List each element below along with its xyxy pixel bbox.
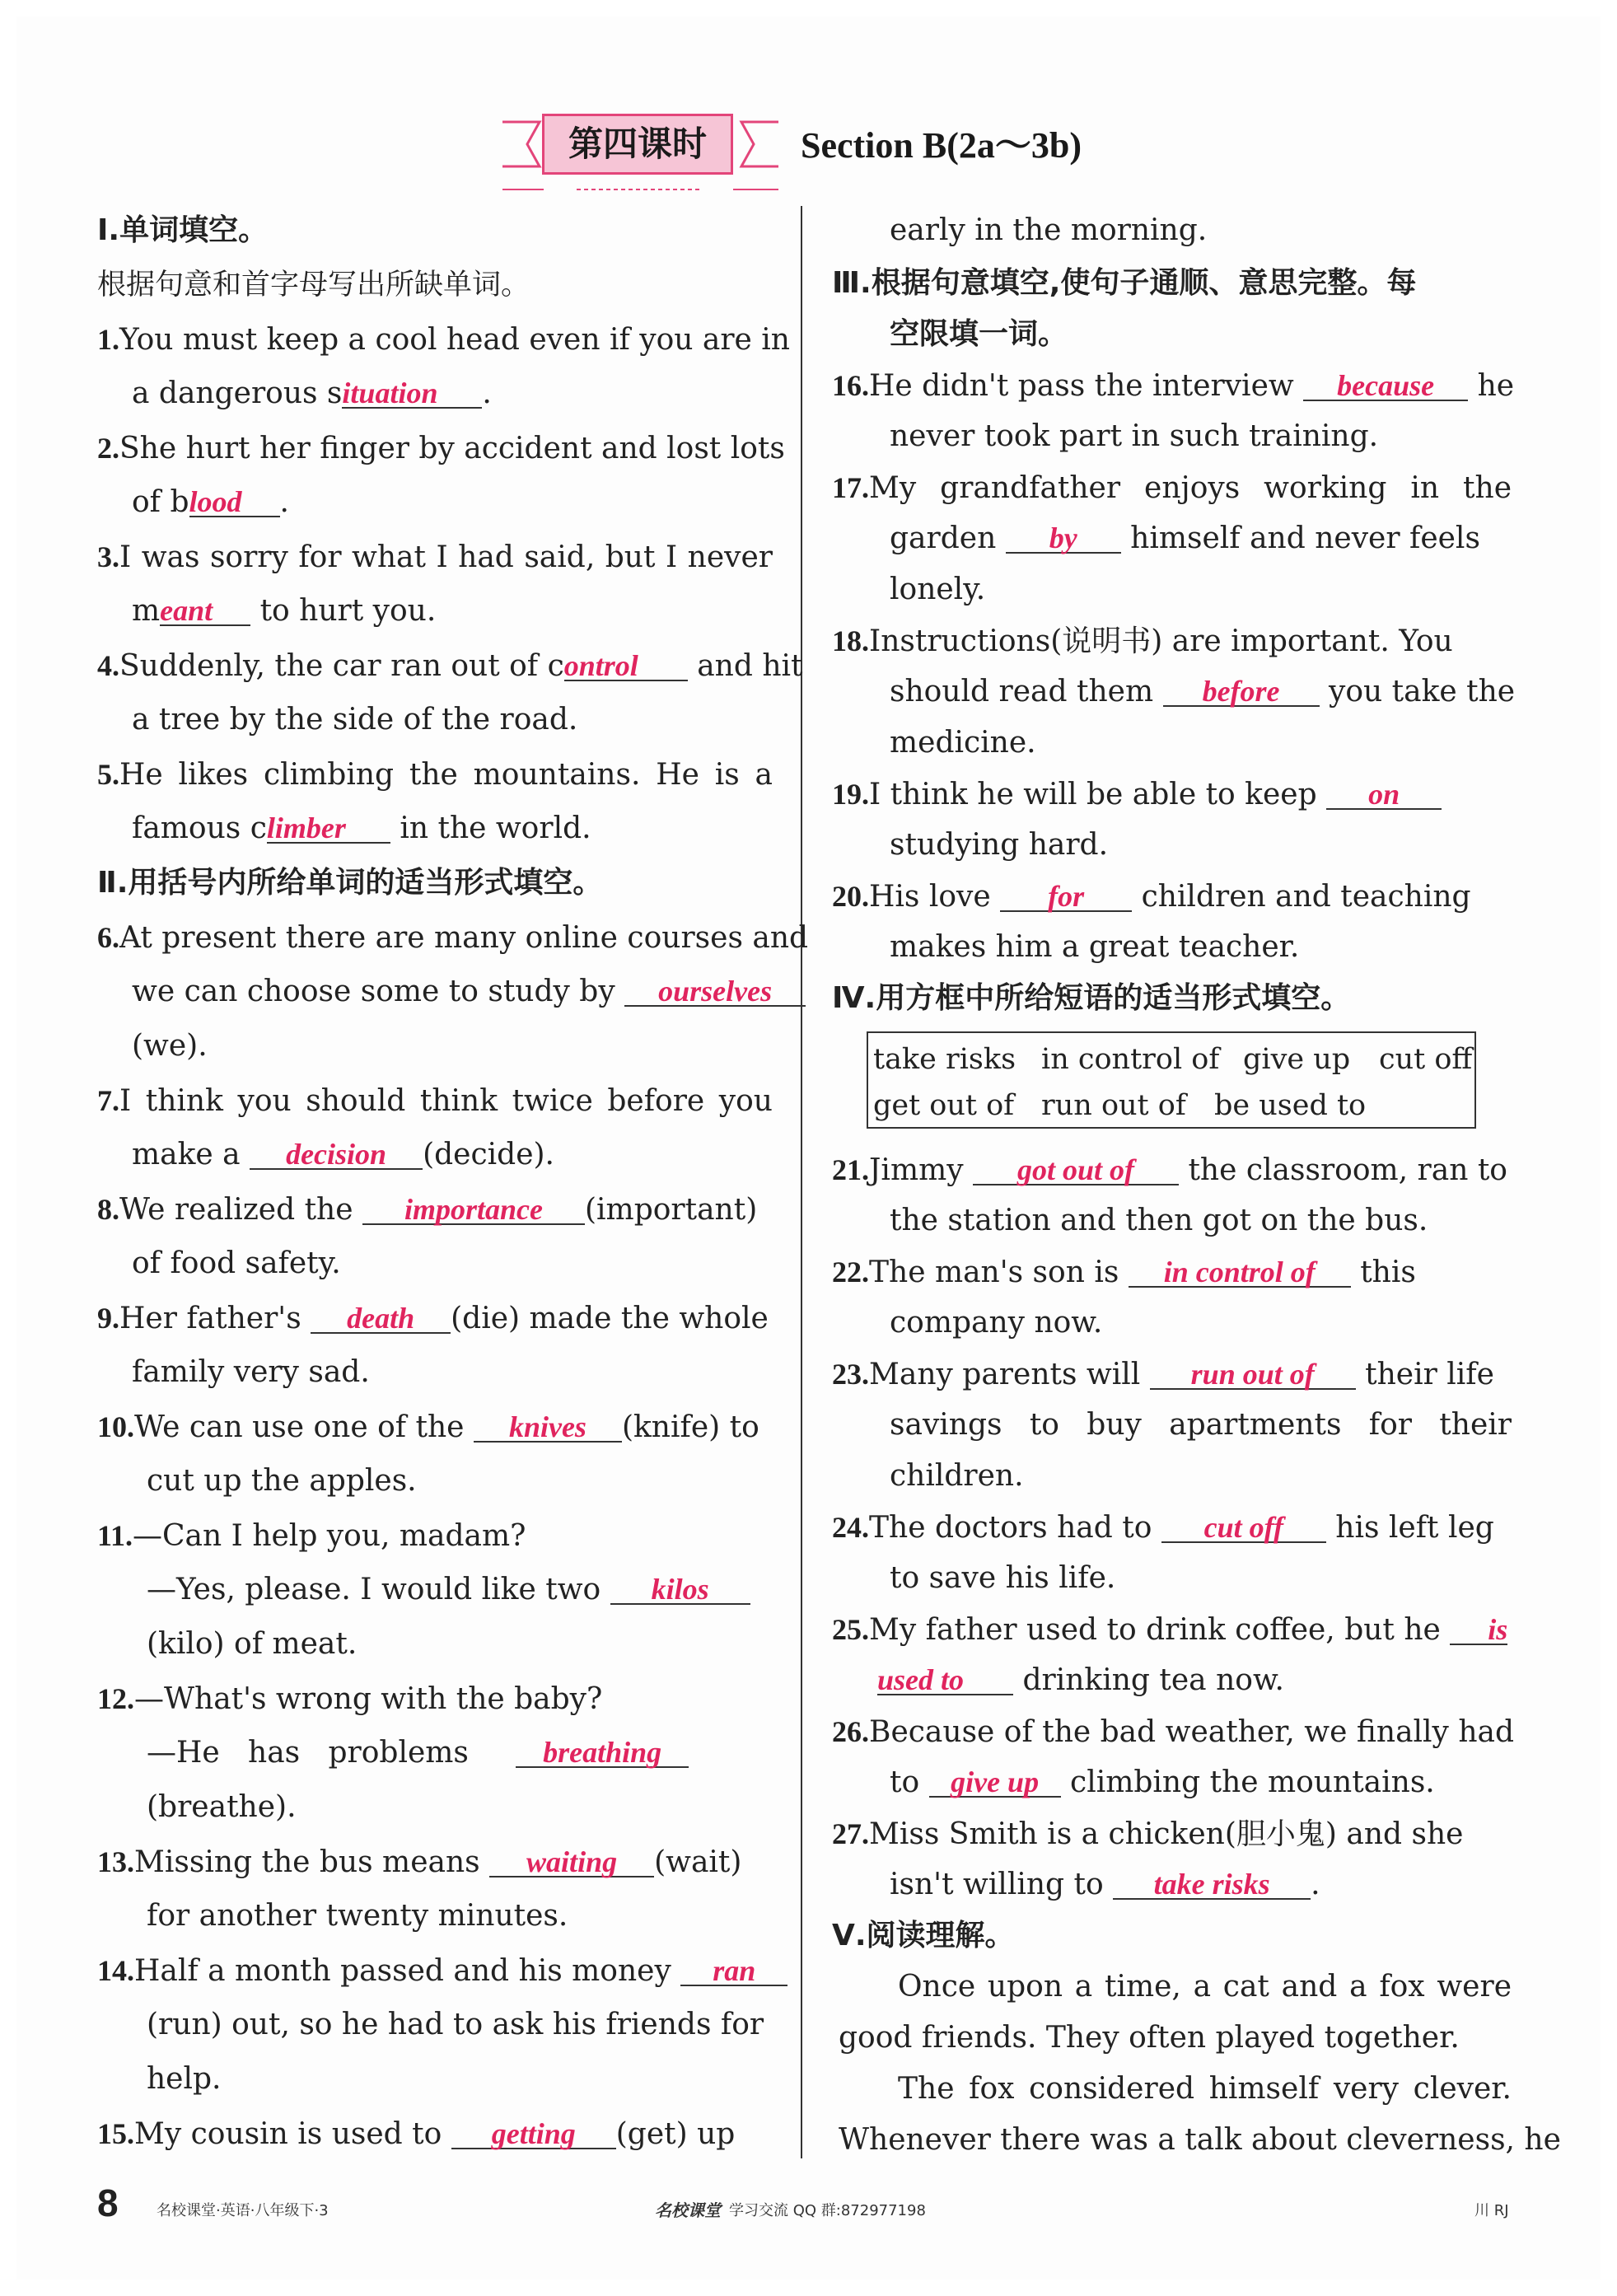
answer-18: before bbox=[1163, 677, 1320, 707]
answer-25-part2: used to bbox=[877, 1666, 1013, 1695]
answer-24: cut off bbox=[1161, 1513, 1326, 1543]
answer-13: waiting bbox=[489, 1848, 654, 1877]
item-8-line2: of food safety. bbox=[132, 1246, 341, 1280]
answer-2: lood bbox=[189, 488, 280, 517]
answer-6: ourselves bbox=[624, 977, 806, 1007]
item-6-line2: we can choose some to study by ourselves bbox=[132, 975, 806, 1008]
item-21-line2: the station and then got on the bus. bbox=[890, 1204, 1428, 1237]
item-11-line2: —Yes, please. I would like two kilos bbox=[147, 1574, 750, 1606]
item-27-line1: 27.Miss Smith is a chicken(胆小鬼) and she bbox=[832, 1817, 1464, 1851]
reading-p2-line1: The fox considered himself very clever. bbox=[898, 2072, 1512, 2106]
answer-26: give up bbox=[929, 1768, 1061, 1798]
phrase-run-out-of: run out of bbox=[1041, 1089, 1186, 1122]
section-title: Section B(2a～3b) bbox=[801, 125, 1082, 166]
reading-p1-line2: good friends. They often played together. bbox=[839, 2021, 1460, 2055]
answer-27: take risks bbox=[1113, 1870, 1311, 1900]
part5-heading: Ⅴ.阅读理解。 bbox=[832, 1919, 1015, 1952]
part3-heading-line2: 空限填一词。 bbox=[890, 317, 1068, 351]
answer-12: breathing bbox=[516, 1738, 689, 1768]
item-5-line1: 5.He likes climbing the mountains. He is a bbox=[97, 758, 773, 792]
footer-edition: 川 RJ bbox=[1474, 2202, 1509, 2219]
part3-heading-line1: Ⅲ.根据句意填空,使句子通顺、意思完整。每 bbox=[832, 266, 1417, 300]
item-14-line1: 14.Half a month passed and his money ran bbox=[97, 1954, 787, 1988]
answer-15: getting bbox=[451, 2120, 616, 2149]
answer-17: by bbox=[1006, 524, 1121, 554]
item-23-line1: 23.Many parents will run out of their life bbox=[832, 1358, 1494, 1391]
answer-14: ran bbox=[680, 1957, 787, 1986]
item-15-line1: 15.My cousin is used to getting (get) up bbox=[97, 2117, 736, 2151]
item-26-line1: 26.Because of the bad weather, we finally had bbox=[832, 1715, 1515, 1749]
item-2-line2: of blood . bbox=[132, 485, 289, 519]
item-17-line2: garden by himself and never feels bbox=[890, 521, 1480, 555]
item-11-line1: 11.—Can I help you, madam? bbox=[97, 1519, 526, 1553]
phrase-take-risks: take risks bbox=[873, 1043, 1016, 1076]
item-9-line1: 9.Her father's death (die) made the whole bbox=[97, 1302, 769, 1335]
phrase-get-out-of: get out of bbox=[873, 1089, 1015, 1122]
footer bbox=[0, 2181, 1617, 2224]
item-12-line2: —He has problems breathing bbox=[147, 1737, 689, 1770]
item-24-line1: 24.The doctors had to cut off his left leg bbox=[832, 1511, 1494, 1545]
answer-8: importance bbox=[362, 1195, 585, 1225]
answer-23: run out of bbox=[1150, 1360, 1356, 1390]
answer-11: kilos bbox=[610, 1575, 750, 1605]
item-14-line2: (run) out, so he had to ask his friends for bbox=[147, 2008, 764, 2041]
footer-qq-group: 学习交流 QQ 群:872977198 bbox=[729, 2202, 926, 2219]
item-3-line1: 3.I was sorry for what I had said, but I never bbox=[97, 540, 773, 574]
item-16-line1: 16.He didn't pass the interview because he bbox=[832, 369, 1515, 403]
item-13-line1: 13.Missing the bus means waiting (wait) bbox=[97, 1845, 742, 1879]
answer-21: got out of bbox=[973, 1156, 1179, 1185]
part1-heading: Ⅰ.单词填空。 bbox=[97, 213, 269, 247]
item-18-line1: 18.Instructions(说明书) are important. You bbox=[832, 624, 1453, 658]
item-24-line2: to save his life. bbox=[890, 1561, 1116, 1595]
answer-5: limber bbox=[267, 814, 390, 844]
item-2-line1: 2.She hurt her finger by accident and lost lots bbox=[97, 432, 785, 465]
answer-19: on bbox=[1326, 780, 1442, 810]
item-12-line1: 12.—What's wrong with the baby? bbox=[97, 1682, 603, 1716]
item-9-line2: family very sad. bbox=[132, 1355, 370, 1389]
item-18-line2: should read them before you take the bbox=[890, 675, 1516, 708]
item-1-line2: a dangerous situation . bbox=[132, 376, 492, 410]
page-number: 8 bbox=[97, 2181, 119, 2224]
answer-10: knives bbox=[474, 1413, 622, 1443]
item-3-line2: meant to hurt you. bbox=[132, 594, 437, 628]
phrase-cut-off: cut off bbox=[1379, 1043, 1473, 1076]
answer-9: death bbox=[311, 1304, 451, 1334]
item-10-line2: cut up the apples. bbox=[147, 1464, 417, 1498]
lesson-header bbox=[494, 107, 1236, 198]
item-12-line3: (breathe). bbox=[147, 1790, 297, 1824]
item-7-line2: make a decision (decide). bbox=[132, 1138, 554, 1171]
item-18-line3: medicine. bbox=[890, 726, 1036, 760]
item-25-line2: used to drinking tea now. bbox=[877, 1663, 1284, 1697]
phrase-box bbox=[867, 1031, 1476, 1129]
lesson-label: 第四课时 bbox=[542, 114, 733, 175]
answer-16: because bbox=[1303, 372, 1468, 401]
answer-4: ontrol bbox=[564, 652, 688, 681]
item-25-line1: 25.My father used to drink coffee, but he is bbox=[832, 1613, 1508, 1647]
part4-heading: Ⅳ.用方框中所给短语的适当形式填空。 bbox=[832, 981, 1351, 1015]
answer-7: decision bbox=[250, 1140, 423, 1170]
answer-3: eant bbox=[160, 596, 250, 626]
item-22-line1: 22.The man's son is in control of this bbox=[832, 1256, 1416, 1289]
footer-brand: 名校课堂 bbox=[655, 2200, 721, 2220]
item-19-line2: studying hard. bbox=[890, 828, 1109, 862]
item-13-line2: for another twenty minutes. bbox=[147, 1899, 568, 1933]
item-14-line3: help. bbox=[147, 2062, 222, 2096]
item-22-line2: company now. bbox=[890, 1306, 1103, 1340]
phrase-give-up: give up bbox=[1243, 1043, 1351, 1076]
item-6-line1: 6.At present there are many online courses and bbox=[97, 921, 809, 955]
item-11-line3: (kilo) of meat. bbox=[147, 1627, 358, 1661]
item-15-line2: early in the morning. bbox=[890, 213, 1208, 247]
item-23-line3: children. bbox=[890, 1459, 1024, 1493]
item-1-line1: 1.You must keep a cool head even if you are in bbox=[97, 323, 790, 357]
item-7-line1: 7.I think you should think twice before you bbox=[97, 1084, 773, 1118]
item-6-line3: (we). bbox=[132, 1029, 208, 1063]
item-26-line2: to give up climbing the mountains. bbox=[890, 1765, 1435, 1799]
answer-20: for bbox=[1000, 882, 1132, 912]
phrase-be-used-to: be used to bbox=[1214, 1089, 1367, 1122]
answer-1: ituation bbox=[342, 379, 482, 409]
footer-book-info: 名校课堂·英语·八年级下·3 bbox=[157, 2202, 329, 2219]
item-4-line2: a tree by the side of the road. bbox=[132, 703, 578, 736]
part2-heading: Ⅱ.用括号内所给单词的适当形式填空。 bbox=[97, 866, 603, 900]
item-17-line3: lonely. bbox=[890, 573, 986, 606]
phrase-in-control-of: in control of bbox=[1041, 1043, 1220, 1076]
item-23-line2: savings to buy apartments for their bbox=[890, 1408, 1512, 1442]
part1-instruction: 根据句意和首字母写出所缺单词。 bbox=[97, 269, 530, 302]
item-20-line2: makes him a great teacher. bbox=[890, 930, 1300, 964]
item-16-line2: never took part in such training. bbox=[890, 419, 1379, 453]
reading-p1-line1: Once upon a time, a cat and a fox were bbox=[898, 1970, 1512, 2004]
item-21-line1: 21.Jimmy got out of the classroom, ran to bbox=[832, 1153, 1507, 1187]
answer-22: in control of bbox=[1129, 1258, 1351, 1288]
item-17-line1: 17.My grandfather enjoys working in the bbox=[832, 471, 1512, 505]
item-10-line1: 10.We can use one of the knives (knife) to bbox=[97, 1410, 759, 1444]
item-8-line1: 8.We realized the importance (important) bbox=[97, 1193, 758, 1227]
item-5-line2: famous climber in the world. bbox=[132, 811, 591, 845]
column-divider bbox=[801, 206, 802, 2158]
item-19-line1: 19.I think he will be able to keep on bbox=[832, 778, 1442, 811]
reading-p2-line2: Whenever there was a talk about cleverness, he bbox=[839, 2123, 1561, 2157]
answer-25-part1: is bbox=[1450, 1616, 1507, 1645]
item-20-line1: 20.His love for children and teaching bbox=[832, 880, 1471, 914]
item-4-line1: 4.Suddenly, the car ran out of control and hit bbox=[97, 649, 803, 683]
item-27-line2: isn't willing to take risks . bbox=[890, 1868, 1320, 1901]
